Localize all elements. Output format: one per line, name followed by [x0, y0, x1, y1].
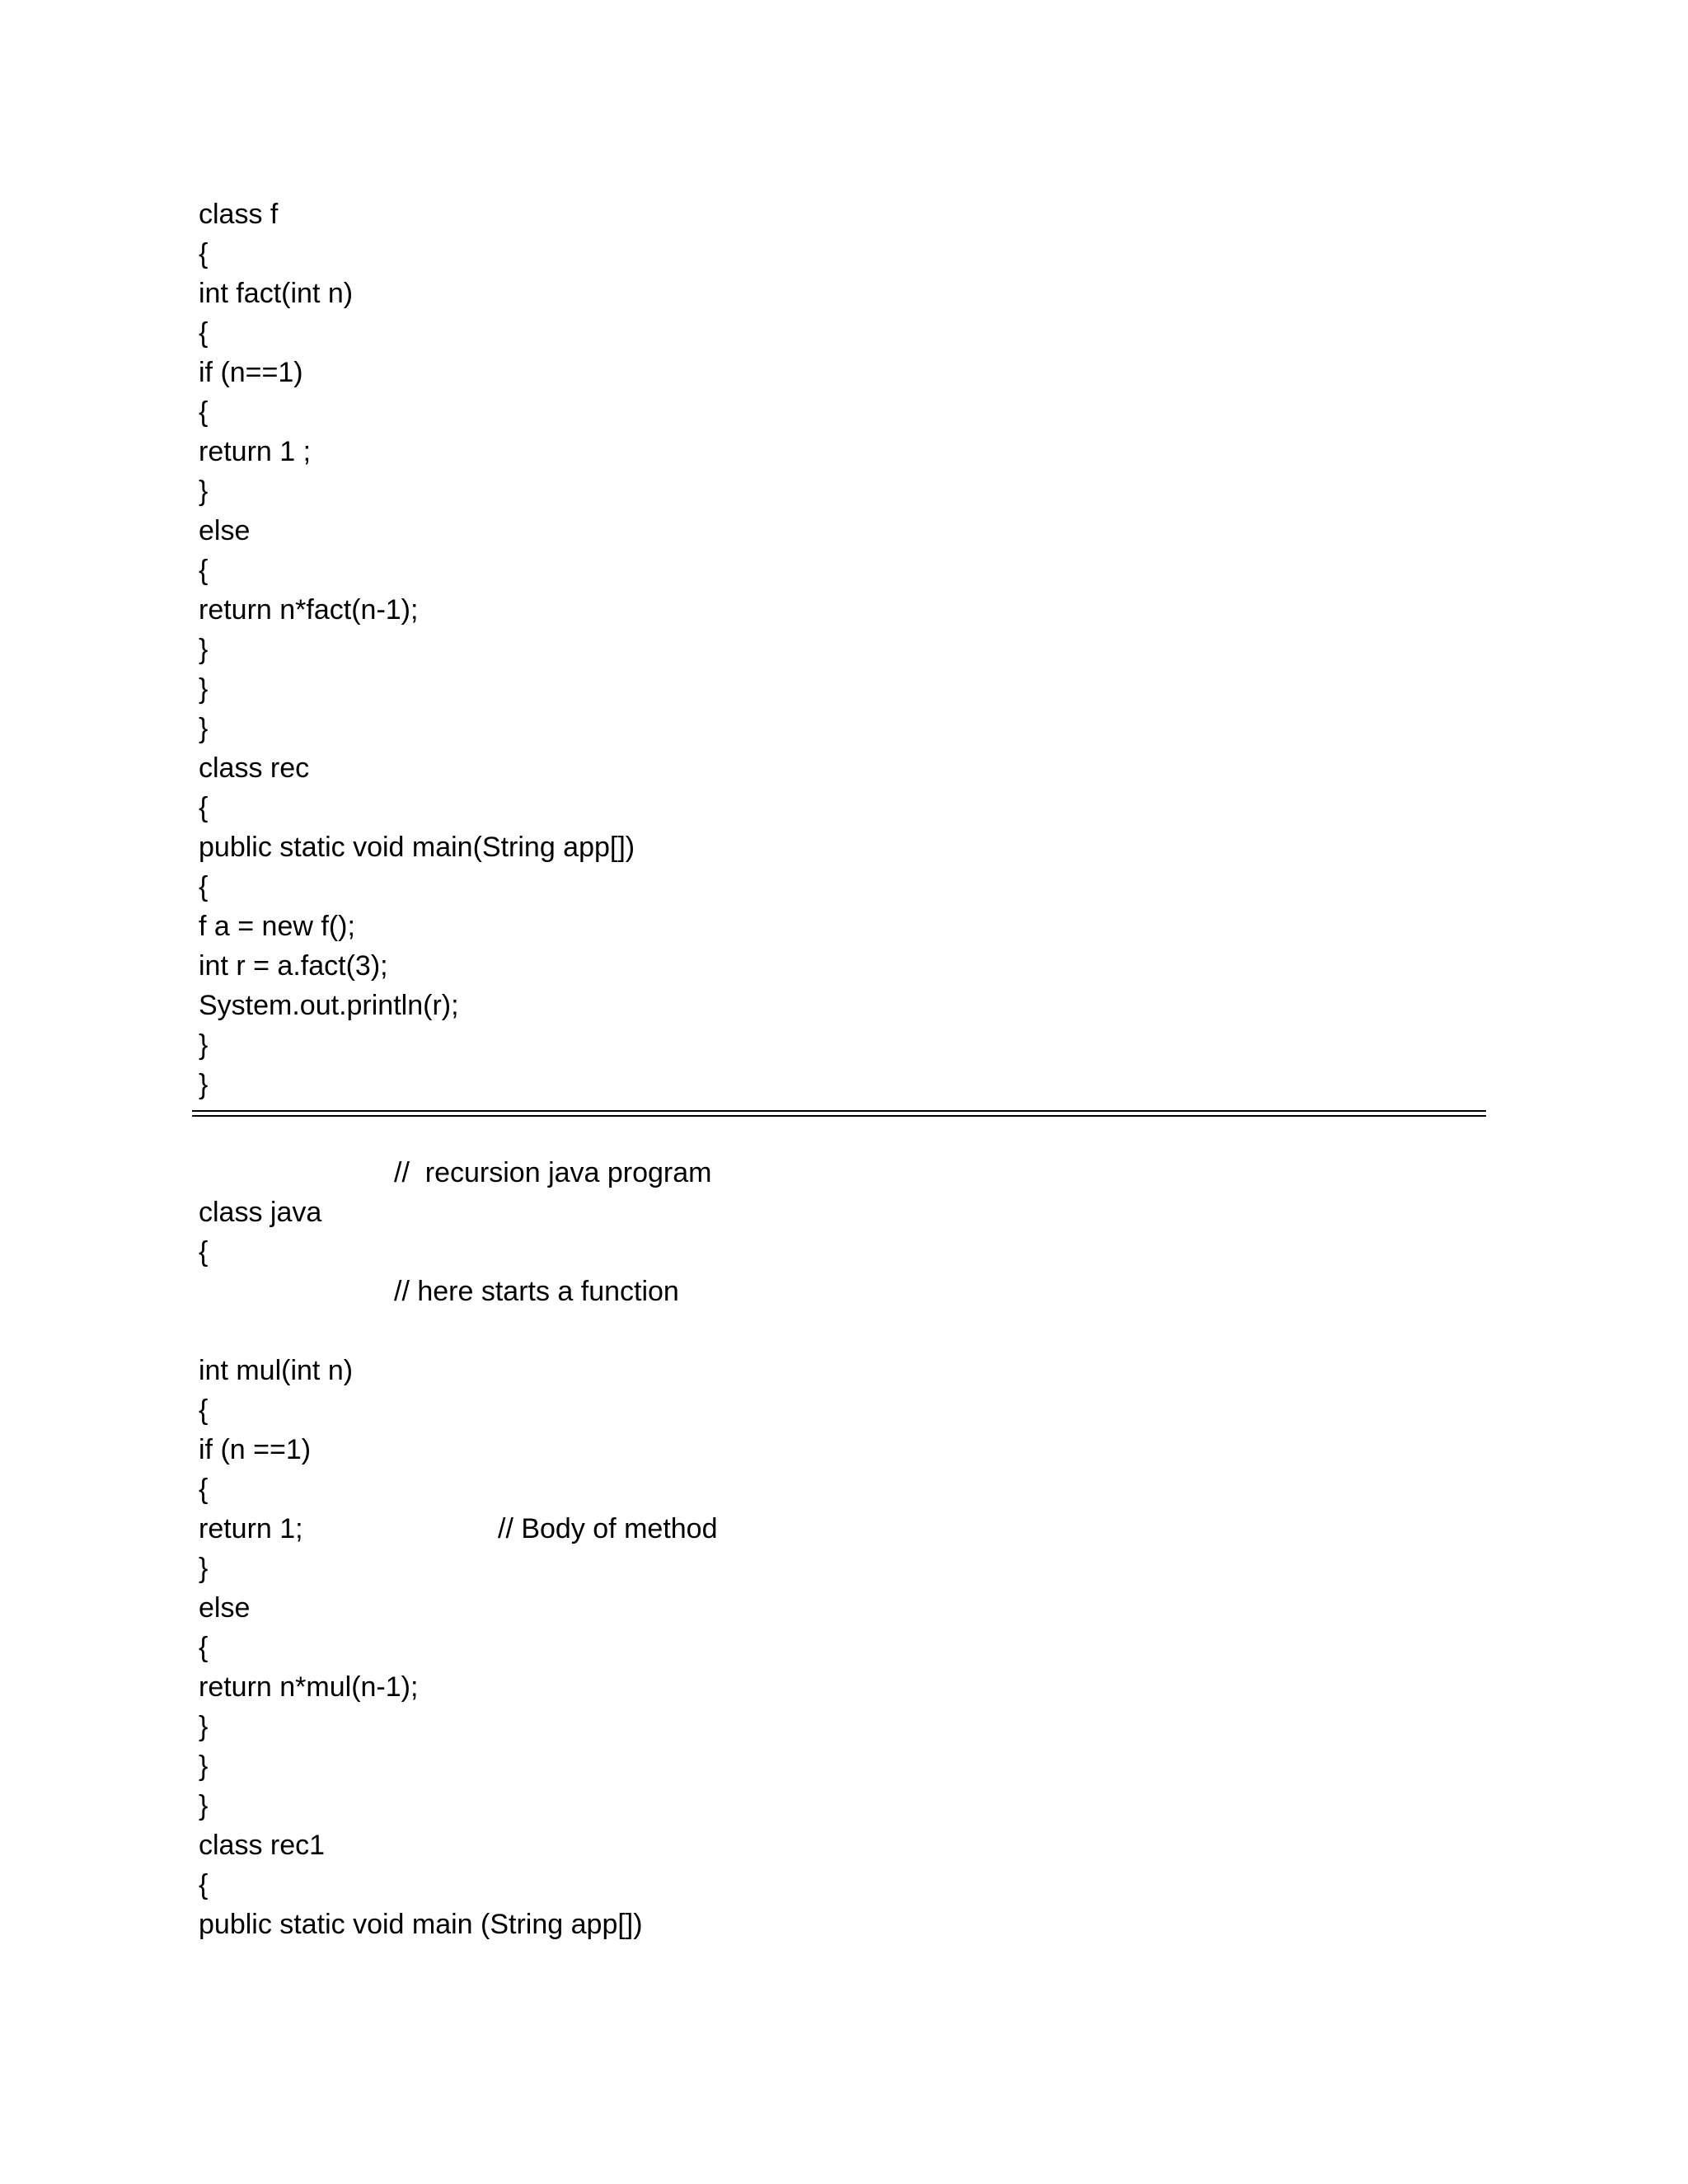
code-line: public static void main (String app[])	[199, 1909, 643, 1940]
code-line: return n*mul(n-1);	[199, 1671, 419, 1703]
code-line: class rec	[199, 752, 310, 784]
code-line: {	[199, 1474, 209, 1505]
code-line: {	[199, 238, 209, 269]
code-line: {	[199, 555, 209, 586]
code-line: f a = new f();	[199, 911, 355, 942]
code-line: if (n ==1)	[199, 1434, 312, 1465]
code-line: }	[199, 1029, 209, 1061]
code-line: }	[199, 673, 209, 705]
code-line: return 1 ;	[199, 436, 312, 467]
code-line: else	[199, 1592, 251, 1624]
code-line: }	[199, 476, 209, 507]
code-line: }	[199, 1711, 209, 1742]
double-rule-divider	[192, 1110, 1486, 1117]
code-line: class f	[199, 199, 279, 230]
comment-function-start: // here starts a function	[394, 1276, 679, 1307]
code-line: class rec1	[199, 1830, 326, 1861]
code-line: }	[199, 634, 209, 665]
code-line: {	[199, 792, 209, 823]
comment-body-of-method: // Body of method	[498, 1513, 718, 1544]
code-line: {	[199, 871, 209, 902]
code-line: {	[199, 1632, 209, 1663]
code-line: {	[199, 1869, 209, 1900]
code-line: {	[199, 1394, 209, 1426]
code-line: int r = a.fact(3);	[199, 950, 388, 982]
code-line: {	[199, 396, 209, 428]
code-line: return n*fact(n-1);	[199, 594, 419, 626]
code-line: if (n==1)	[199, 357, 303, 388]
code-line: }	[199, 1790, 209, 1821]
code-line-open-brace: {	[199, 1236, 209, 1268]
comment-recursion-program: // recursion java program	[394, 1157, 712, 1188]
code-line: int fact(int n)	[199, 278, 354, 309]
code-line-class-java: class java	[199, 1197, 322, 1228]
code-line: }	[199, 1750, 209, 1782]
code-line: public static void main(String app[])	[199, 832, 635, 863]
code-line: return 1;	[199, 1513, 303, 1544]
code-line: }	[199, 713, 209, 744]
code-line: System.out.println(r);	[199, 990, 459, 1021]
code-line: }	[199, 1553, 209, 1584]
code-line: }	[199, 1069, 209, 1100]
code-line: int mul(int n)	[199, 1355, 354, 1386]
code-line: {	[199, 317, 209, 349]
code-line: else	[199, 515, 251, 546]
